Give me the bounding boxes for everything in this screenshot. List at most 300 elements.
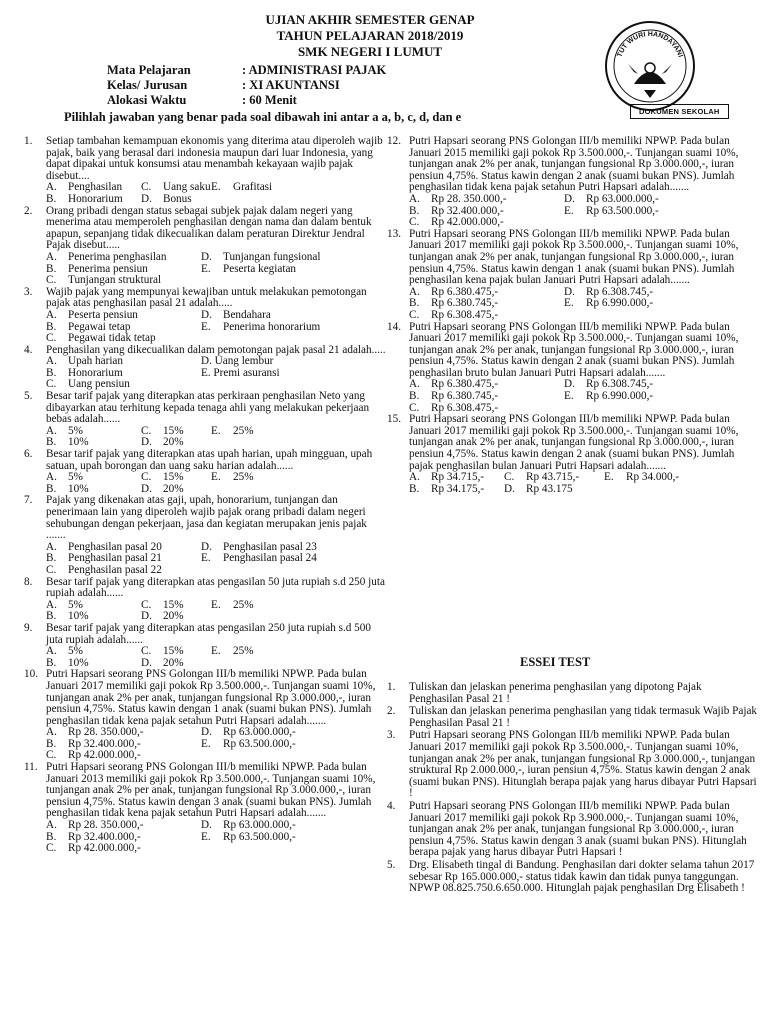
option-letter: E. [564,390,574,403]
answer-option [211,646,273,658]
answer-option [211,426,273,438]
option-letter: A. [409,192,420,205]
answer-options [24,182,386,205]
meta-label: Mata Pelajaran [107,63,191,77]
option-text: Penerima pensiun [68,262,148,275]
option-text: Rp 43.715,- [526,471,580,484]
option-letter: C. [46,749,57,762]
option-letter: D. [201,726,212,739]
question-stem [387,322,757,380]
option-text: Uang pensiun [68,378,130,391]
answer-option [211,600,273,612]
answer-option [46,252,201,264]
question-text: Pajak yang dikenakan atas gaji, upah, honorarium, tunjangan dan penerimaan lain yang diperoleh wajib pajak orang pribadi dalam negeri sehubungan dengan pekerjaan, jasa dan kegiatan merupakan jenis pajak ....... [46,494,367,542]
option-letter: B. [46,830,57,843]
option-text: 15% [163,471,184,484]
answer-option [46,333,201,345]
answer-option [46,646,141,658]
option-text: Peserta pensiun [68,308,138,321]
answer-option [604,472,757,484]
option-text: 25% [233,471,254,484]
question-text: Putri Hapsari seorang PNS Golongan III/b memiliki NPWP. Pada bulan Januari 2017 memiliki gaji pokok Rp 3.500.000,-. Tunjangan suami 10%, tunjangan anak 2% per anak, tunjangan fungsional Rp 3.000.000,-, iuran pensiun 4,75%. Status kawin dengan 1 anak (suami bukan PNS). Jumlah penghasilan tidak kena pajak setahun Putri Hapsari adalah....... [46,668,376,727]
option-letter: A. [46,645,57,658]
essay-number: 5. [387,858,396,871]
answer-option [141,646,211,658]
option-letter: D. [141,610,152,623]
answer-options [24,600,386,623]
option-text: Rp 63.500.000,- [223,830,296,843]
essay-text: Tuliskan dan jelaskan penerima penghasilan yang tidak termasuk Wajib Pajak Penghasilan Pasal 21 ! [409,705,758,729]
answer-options [387,379,757,414]
question-item [24,287,386,345]
option-text: Rp 34.175,- [431,482,485,495]
option-letter: A. [46,424,57,437]
question-item [24,762,386,855]
question-stem [24,495,386,541]
question-item [387,322,757,415]
answer-option [211,472,273,484]
essay-item [387,682,757,705]
option-letter: D. [141,482,152,495]
question-item [387,229,757,322]
option-letter: D. [201,250,212,263]
option-text: Rp 63.000.000,- [223,726,296,739]
exam-title-line-2: TAHUN PELAJARAN 2018/2019 [276,28,464,43]
option-letter: B. [409,297,420,310]
option-letter: D. [564,192,575,205]
option-text: 10% [68,656,89,669]
option-letter: A. [46,598,57,611]
meta-row-subject [107,63,386,78]
question-number: 7. [24,494,33,507]
answer-option [273,646,386,658]
answer-options [24,310,386,345]
exam-title [170,12,570,60]
option-text: Tunjangan struktural [68,274,162,287]
question-text: Besar tarif pajak yang diterapkan atas pengasilan 50 juta rupiah s.d 250 juta rupiah adalah...... [46,575,385,600]
option-text: Upah harian [68,355,123,368]
option-letter: D. [201,308,212,321]
option-letter: D. [141,436,152,449]
answer-option [211,194,273,206]
answer-option [409,310,564,322]
answer-option [46,275,201,287]
option-text: Rp 6.380.745,- [431,390,499,403]
meta-label: Kelas/ Jurusan [107,78,188,92]
option-text: Honorarium [68,192,123,205]
option-letter: B. [46,436,57,449]
option-letter: A. [46,308,57,321]
question-stem [387,414,757,472]
option-text: 20% [163,482,184,495]
option-text: Rp 63.500.000,- [586,204,659,217]
option-letter: E. [201,320,211,333]
option-letter: B. [409,390,420,403]
meta-value: : 60 Menit [242,93,297,107]
option-letter: C. [409,401,420,414]
option-text: 25% [233,424,254,437]
answer-option [201,820,386,832]
option-letter: E. [604,471,614,484]
option-letter: B. [46,366,57,379]
question-stem [24,391,386,426]
option-text: Penghasilan pasal 22 [68,563,162,576]
essay-number: 2. [387,705,396,718]
answer-option [604,484,757,496]
question-stem [24,449,386,472]
question-stem [24,623,386,646]
essay-number: 4. [387,799,396,812]
option-text: 10% [68,610,89,623]
option-text: Rp 42.000.000,- [431,216,504,229]
option-letter: C. [46,332,57,345]
option-text: 15% [163,424,184,437]
option-letter: B. [46,610,57,623]
option-text: Rp 63.500.000,- [223,737,296,750]
answer-option [273,182,386,194]
answer-option [273,194,386,206]
answer-option [46,600,141,612]
question-item [387,136,757,229]
answer-option [201,739,386,751]
question-item [24,345,386,391]
option-text: Rp 42.000.000,- [68,842,141,855]
option-letter: B. [409,204,420,217]
answer-option [409,391,564,403]
meta-label: Alokasi Waktu [107,93,187,107]
question-text: Putri Hapsari seorang PNS Golongan III/b memiliki NPWP. Pada bulan Januari 2015 memiliki gaji pokok Rp 3.500.000,-. Tunjangan suami 10%, tunjangan anak 2% per anak, tunjangan fungsional Rp 3.000.000,-, iuran pensiun 4,75%. Status kawin dengan 2 anak (suami bukan PNS). Jumlah penghasilan tidak kena pajak setahun Putri Hapsari adalah....... [409,135,739,194]
option-text: Rp 32.400.000,- [68,830,141,843]
essay-item [387,801,757,859]
option-letter: B. [46,192,57,205]
option-letter: D. [201,819,212,832]
answer-option [564,310,757,322]
instruction: Pilihlah jawaban yang benar pada soal dibawah ini antar a a, b, c, d, dan e [64,110,462,124]
option-letter: B. [46,737,57,750]
answer-option [46,472,141,484]
question-text: Orang pribadi dengan status sebagai subjek pajak dalam negeri yang menerima atau memperoleh penghasilan dengan nama dan dalam bentuk apapun, sepanjang tidak dikecualikan dalam peraturan Direktur Jendral Pajak disebut..... [46,204,372,252]
option-letter: A. [46,471,57,484]
right-column [387,136,757,495]
answer-option [46,843,201,855]
option-letter: E. [564,297,574,310]
option-letter: E. [201,830,211,843]
option-letter: C. [46,378,57,391]
answer-option [201,565,386,577]
answer-option [201,275,386,287]
option-text: Honorarium [68,366,123,379]
option-text: Rp 6.308.745,- [586,378,654,391]
question-item [24,136,386,206]
option-text: Pegawai tetap [68,320,131,333]
option-text: Penerima honorarium [223,320,321,333]
option-text: Tunjangan fungsional [223,250,321,263]
option-letter: D. [504,482,515,495]
question-text: Setiap tambahan kemampuan ekonomis yang diterima atau diperoleh wajib pajak, baik yang berasal dari indonesia maupun dari luar Indonesia, yang dapat dipakai untuk konsumsi atau menambah kekayaan wajib pajak disebut.... [46,135,383,182]
option-letter: A. [46,250,57,263]
essay-title: ESSEI TEST [520,655,591,669]
answer-option [201,553,386,565]
question-text: Putri Hapsari seorang PNS Golongan III/b memiliki NPWP. Pada bulan Januari 2017 memiliki gaji pokok Rp 3.500.000,-. Tunjangan suami 10%, tunjangan anak 2% per anak, tunjangan fungsional Rp 3.000.000,-, iuran pensiun 4,75%. Status kawin dengan 2 anak (suami bukan PNS). Jumlah pajak penghasilan bulan Januari Putri Hapsari adalah....... [409,413,739,472]
essay-text: Putri Hapsari seorang PNS Golongan III/b memiliki NPWP. Pada bulan Januari 2017 memiliki gaji pokok Rp 3.500.000,-. Tunjangan suami 10%, tunjangan anak 2% per anak, tunjangan fungsional Rp 3.000.000,-, tunjangan struktural Rp 2.000.000,-, iuran pensiun 4,75%. Status kawin dengan 2 anak (suami bukan PNS). Hitunglah berapa pajak yang harus dibayar Putri Hapsari ! [409,729,757,800]
option-text: 5% [68,598,83,611]
option-letter: A. [46,726,57,739]
essay-text: Tuliskan dan jelaskan penerima penghasilan yang dipotong Pajak Penghasilan Pasal 21 ! [409,681,702,705]
answer-option [46,194,141,206]
exam-title-line-1: UJIAN AKHIR SEMESTER GENAP [265,12,475,27]
answer-option [201,832,386,844]
option-text: 5% [68,645,83,658]
option-text: 15% [163,598,184,611]
question-item [24,391,386,449]
question-stem [24,762,386,820]
question-text: Wajib pajak yang mempunyai kewajiban untuk melakukan pemotongan pajak atas penghasilan pasal 21 adalah..... [46,285,367,310]
option-letter: C. [141,645,152,658]
answer-option [201,310,386,322]
option-letter: E. [201,737,211,750]
option-text: Rp 6.380.475,- [431,285,499,298]
stamp-dokumen-sekolah: DOKUMEN SEKOLAH [630,104,729,119]
essay-item [387,730,757,800]
option-letter: A. [46,819,57,832]
option-text: Rp 6.308.745,- [586,285,654,298]
answer-option [564,217,757,229]
question-stem [24,577,386,600]
option-letter: E. [201,262,211,275]
answer-option [504,484,604,496]
question-number: 5. [24,390,33,403]
option-text: 10% [68,482,89,495]
option-text: 15% [163,645,184,658]
answer-option [46,310,201,322]
option-letter: A. [409,285,420,298]
option-text: Bendahara [223,308,271,321]
option-text: Rp 32.400.000,- [68,737,141,750]
option-letter: B. [46,482,57,495]
question-text: Besar tarif pajak yang diterapkan atas perkiraan penghasilan Neto yang dibayarkan atau terhitung kepada tenaga ahli yang melakukan pekerjaan bebas adalah...... [46,390,370,426]
answer-option [211,182,273,194]
option-text: Rp 6.308.475,- [431,308,499,321]
option-text: Rp 63.000.000,- [586,192,659,205]
answer-option [564,391,757,403]
essay-item [387,860,757,895]
question-stem [24,287,386,310]
answer-option [46,426,141,438]
answer-option [273,472,386,484]
option-letter: A. [46,181,57,194]
option-text: 20% [163,436,184,449]
option-text: Rp 6.990.000,- [586,297,654,310]
answer-option [273,600,386,612]
option-text: Rp 43.175 [526,482,573,495]
answer-options [24,542,386,577]
option-letter: B. [46,552,57,565]
option-text: Penghasilan pasal 21 [68,552,162,565]
option-letter: C. [409,308,420,321]
question-number: 2. [24,204,33,217]
question-text: Besar tarif pajak yang diterapkan atas pengasilan 250 juta rupiah s.d 500 juta rupiah adalah...... [46,621,371,646]
option-letter: A. [409,471,420,484]
meta-value: : XI AKUNTANSI [242,78,340,92]
option-text: Rp 28. 350.000,- [68,819,144,832]
answer-option [409,217,564,229]
answer-option [201,368,386,380]
essay-number: 1. [387,681,396,693]
option-text: 25% [233,645,254,658]
answer-options [387,472,757,495]
question-number: 8. [24,575,33,588]
question-number: 13. [387,227,401,240]
option-letter: D. [141,656,152,669]
question-number: 9. [24,621,33,634]
option-letter: C. [141,471,152,484]
answer-option [273,426,386,438]
meta-row-time [107,93,386,108]
option-letter: A. [46,540,57,553]
option-text: Rp 6.380.745,- [431,297,499,310]
question-stem [24,206,386,252]
option-letter: E. [564,204,574,217]
answer-option [564,206,757,218]
option-letter: D. [141,192,152,205]
tut-wuri-handayani-logo [604,20,696,112]
meta-row-class [107,78,386,93]
exam-meta [107,63,386,108]
option-text: Rp 28. 350.000,- [68,726,144,739]
answer-option [201,264,386,276]
option-text: 5% [68,471,83,484]
answer-options [387,287,757,322]
meta-value: : ADMINISTRASI PAJAK [242,63,387,77]
question-stem [387,229,757,287]
option-letter: C. [46,274,57,287]
option-text: Rp 32.400.000,- [431,204,504,217]
question-number: 6. [24,448,33,461]
option-letter: E. [211,424,221,437]
option-text: Rp 34.715,- [431,471,485,484]
option-text: Penghasilan [68,181,123,194]
answer-option [46,565,201,577]
option-letter: B. [409,482,420,495]
option-text: 20% [163,656,184,669]
option-letter: D. [564,378,575,391]
svg-text:TUT WURI HANDAYANI [616,31,683,58]
option-letter: C. [504,471,515,484]
question-stem [24,669,386,727]
option-text: 5% [68,424,83,437]
option-letter: C. [141,598,152,611]
logo-text: TUT WURI HANDAYANI [616,30,684,59]
question-number: 12. [387,135,401,147]
essay-item [387,706,757,729]
option-letter: A. [409,378,420,391]
answer-options [24,727,386,762]
question-number: 1. [24,135,33,147]
option-text: Grafitasi [233,181,273,194]
option-text: Rp 6.308.475,- [431,401,499,414]
option-text: Penghasilan pasal 23 [223,540,317,553]
option-letter: E. [211,645,221,658]
question-stem [24,136,386,182]
answer-option [201,333,386,345]
answer-option [201,252,386,264]
option-text: 25% [233,598,254,611]
option-letter: A. [46,355,57,368]
option-letter: C. [46,842,57,855]
question-number: 10. [24,668,38,681]
answer-option [201,322,386,334]
option-letter: E. [211,181,221,194]
option-letter: E. [211,598,221,611]
question-number: 4. [24,343,33,356]
question-item [24,623,386,669]
option-text: Bonus [163,192,192,205]
exam-title-line-3: SMK NEGERI I LUMUT [297,44,443,59]
question-number: 11. [24,761,38,774]
question-text: Putri Hapsari seorang PNS Golongan III/b memiliki NPWP. Pada bulan Januari 2017 memiliki gaji pokok Rp 3.500.000,-. Tunjangan suami 10%, tunjangan anak 2% per anak, tunjangan fungsional Rp 3.000.000,-, iuran pensiun 4,75%. Status kawin dengan 1 anak (suami bukan PNS). Jumlah penghasilan kena pajak bulan Januari Putri Hapsari adalah....... [409,227,739,287]
option-text: Rp 6.990.000,- [586,390,654,403]
question-text: Putri Hapsari seorang PNS Golongan III/b memiliki NPWP. Pada bulan Januari 2017 memiliki gaji pokok Rp 3.500.000,-. Tunjangan suami 10%, tunjangan anak 2% per anak, tunjangan fungsional Rp 3.000.000,-, iuran pensiun 4,75%. Status kawin dengan 2 anak (suami bukan PNS). Jumlah penghasilan bruto bulan Januari Putri Hapsari adalah....... [409,320,739,379]
answer-option [46,820,201,832]
question-number: 14. [387,320,401,333]
question-item [24,577,386,623]
answer-option [564,194,757,206]
option-text: Penghasilan pasal 24 [223,552,317,565]
option-text: Pegawai tidak tetap [68,332,156,345]
option-text: 10% [68,436,89,449]
option-letter: B. [46,262,57,275]
question-text: Penghasilan yang dikecualikan dalam pemotongan pajak pasal 21 adalah..... [46,343,386,356]
option-letter: C. [141,181,152,194]
answer-options [24,472,386,495]
option-letter: C. [409,216,420,229]
question-item [387,414,757,495]
question-text: Besar tarif pajak yang diterapkan atas upah harian, upah mingguan, upah satuan, upah borongan dan uang saku harian adalah...... [46,448,373,472]
answer-options [24,646,386,669]
option-text: Rp 34.000,- [626,471,680,484]
option-letter: B. [46,656,57,669]
option-letter: E. [211,471,221,484]
left-column [24,136,386,855]
question-text: Putri Hapsari seorang PNS Golongan III/b memiliki NPWP. Pada bulan Januari 2013 memiliki gaji pokok Rp 3.500.000,-. Tunjangan suami 10%, tunjangan anak 2% per anak, tunjangan fungsional Rp 3.000.000,-, iuran pensiun 4,75%. Status kawin dengan 3 anak (suami bukan PNS). Jumlah penghasilan tidak kena pajak setahun Putri Hapsari adalah....... [46,761,376,820]
question-number: 15. [387,413,401,426]
option-letter: C. [46,563,57,576]
question-item [24,449,386,495]
answer-option [201,843,386,855]
answer-options [24,820,386,855]
option-text: Peserta kegiatan [223,262,296,275]
answer-option [564,298,757,310]
option-letter: D. [201,540,212,553]
option-text: E. Premi asuransi [201,366,280,379]
essay-list [387,682,757,896]
option-text: 20% [163,610,184,623]
option-text: Penghasilan pasal 20 [68,540,162,553]
question-item [24,206,386,287]
option-text: Rp 42.000.000,- [68,749,141,762]
option-text: Rp 6.380.475,- [431,378,499,391]
answer-options [24,252,386,287]
question-number: 3. [24,285,33,298]
essay-text: Putri Hapsari seorang PNS Golongan III/b memiliki NPWP. Pada bulan Januari 2017 memiliki gaji pokok Rp 3.900.000,-. Tunjangan suami 10%, tunjangan anak 2% per anak, tunjangan fungsional Rp 3.000.000,-, iuran pensiun 4,75%. Status kawin dengan 3 anak (suami bukan PNS). Hitunglah berapa pajak yang harus dibayar Putri Hapsari ! [409,799,747,859]
option-text: Uang saku [163,181,211,194]
option-text: D. Uang lembur [201,355,274,368]
option-letter: E. [201,552,211,565]
essay-text: Drg. Elisabeth tingal di Bandung. Penghasilan dari dokter selama tahun 2017 sebesar Rp 165.000.000,- status tidak kawin dan tidak punya tanggungan. NPWP 08.825.750.6.650.000. Hitunglah pajak penghasilan Drg Elisabeth ! [409,858,755,895]
question-item [24,669,386,762]
question-stem [387,136,757,194]
question-item [24,495,386,576]
